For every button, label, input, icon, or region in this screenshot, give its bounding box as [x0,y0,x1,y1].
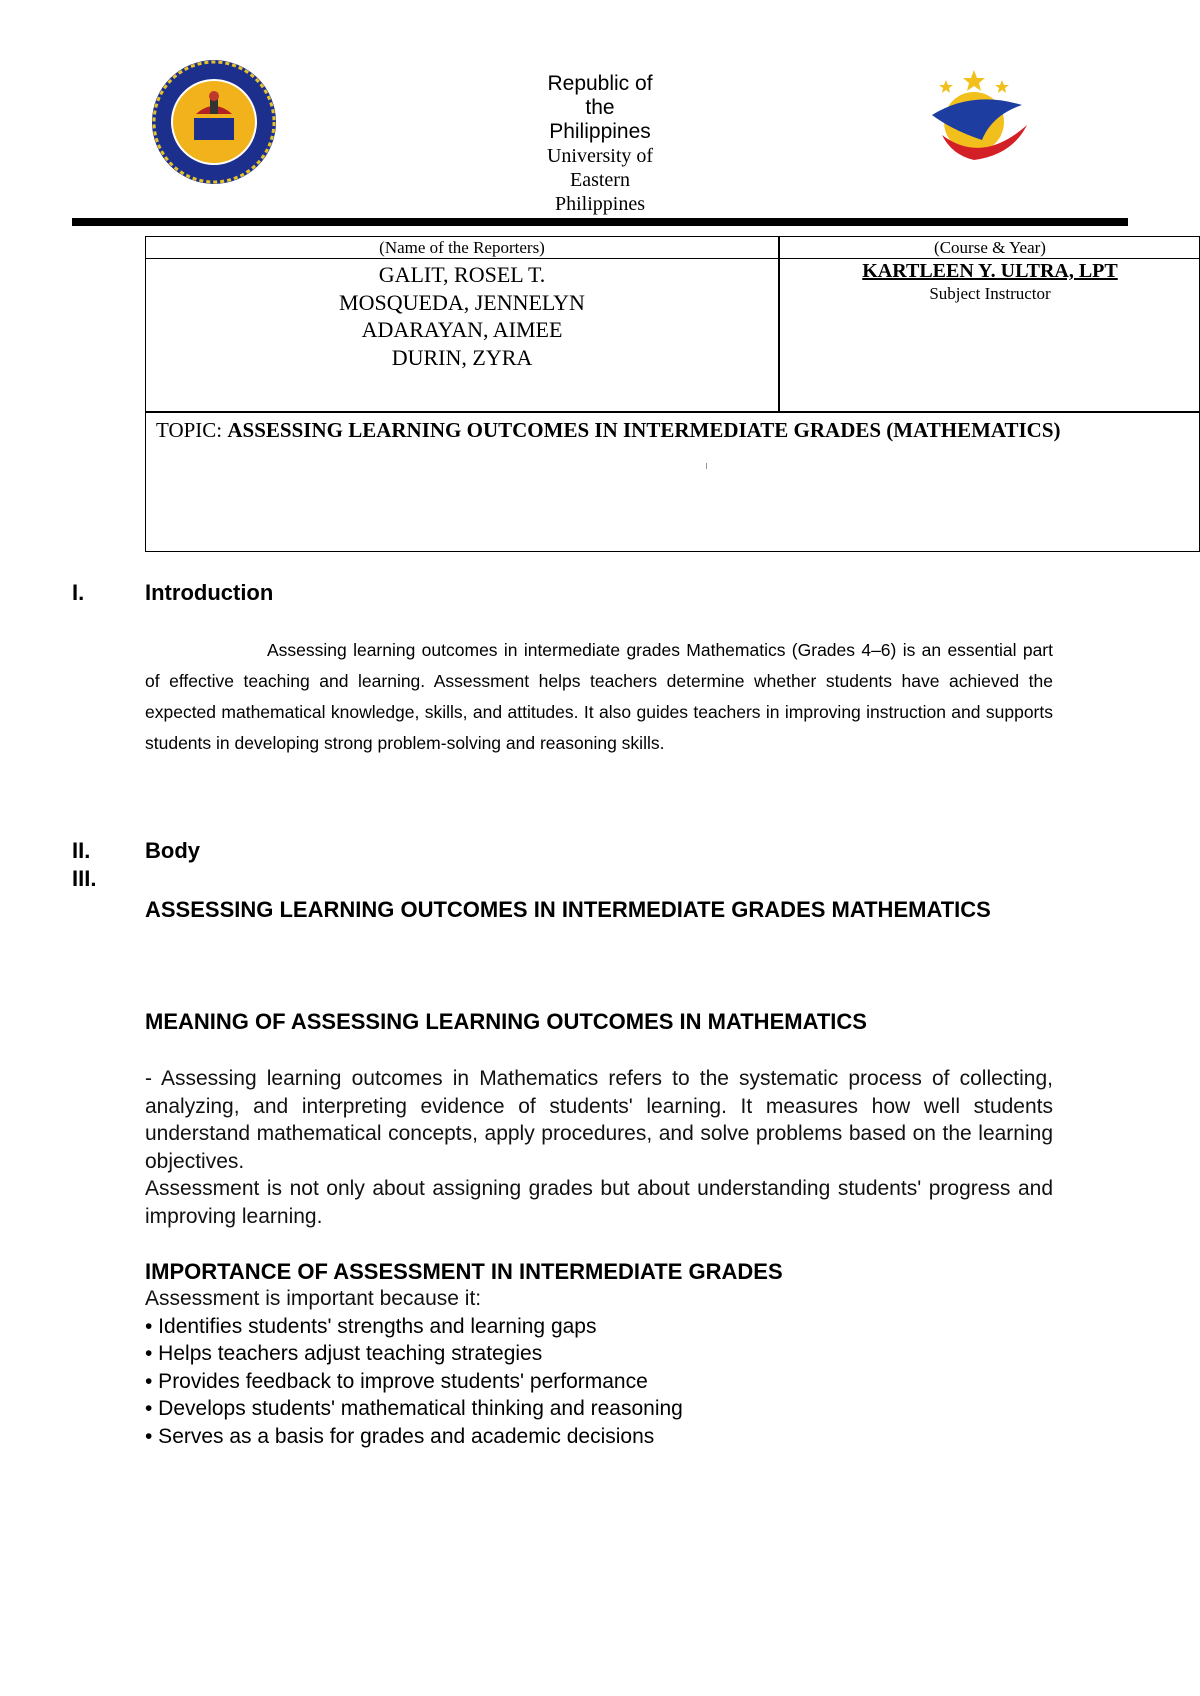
intro-text: Assessing learning outcomes in intermediate grades Mathematics (Grades 4–6) is an essential part of effective teaching and learning. Assessment helps teachers determine whether students have achieved the expected mathematical knowledge, skills, and attitudes. It also guides teachers in improving instruction and supports students in developing strong problem-solving and reasoning skills. [145,640,1053,753]
main-heading: ASSESSING LEARNING OUTCOMES IN INTERMEDIATE GRADES MATHEMATICS [145,897,991,922]
reporter-name: DURIN, ZYRA [391,344,533,370]
list-item: • Provides feedback to improve students' performance [145,1369,648,1393]
section-title-introduction: Introduction [145,580,274,605]
importance-heading: IMPORTANCE OF ASSESSMENT IN INTERMEDIATE GRADES [145,1259,783,1284]
meaning-paragraph-2: Assessment is not only about assigning grades but about understanding students' progress and improving learning. [145,1177,1053,1228]
reporters-list [146,261,778,371]
importance-intro: Assessment is important because it: [145,1287,482,1310]
instructor-block [780,259,1200,305]
instructor-name: KARTLEEN Y. ULTRA, LPT [862,260,1118,282]
tick-mark [706,463,707,469]
header-center [500,72,700,216]
bagong-pilipinas-logo-icon [912,70,1047,180]
topic-value: ASSESSING LEARNING OUTCOMES IN INTERMEDIATE GRADES (MATHEMATICS) [227,418,1061,442]
reporter-name: GALIT, ROSEL T. [378,262,546,287]
section-number: II. [72,838,91,863]
meaning-heading: MEANING OF ASSESSING LEARNING OUTCOMES IN MATHEMATICS [145,1009,867,1034]
table-row-divider [146,411,1199,413]
reporters-label: (Name of the Reporters) [379,238,545,257]
importance-block [145,1258,1053,1450]
university-line-1: University of [546,145,654,167]
list-item: • Serves as a basis for grades and academic decisions [145,1424,655,1448]
intro-paragraph [145,635,1053,759]
republic-line-3: Philippines [549,120,651,143]
header-rule [72,218,1128,226]
university-line-2: Eastern [570,169,630,191]
meaning-paragraph-1: - Assessing learning outcomes in Mathematics refers to the systematic process of collecting, analyzing, and interpreting evidence of students' learning. It measures how well students understand mathematical concepts, apply procedures, and solve problems based on the learning objectives. [145,1067,1053,1173]
list-item: • Helps teachers adjust teaching strategies [145,1342,543,1365]
list-item: • Develops students' mathematical thinking and reasoning [145,1397,683,1420]
section-title-body: Body [145,838,200,863]
instructor-title: Subject Instructor [929,284,1051,303]
topic-line [156,415,1061,445]
republic-line-1: Republic of [547,72,653,95]
section-number: I. [72,580,85,605]
university-seal-icon [150,58,278,186]
list-item: • Identifies students' strengths and learning gaps [145,1314,597,1338]
reporter-name: MOSQUEDA, JENNELYN [339,289,585,315]
republic-line-2: the [585,96,615,119]
meaning-block [145,1008,1053,1230]
importance-list [145,1313,1053,1451]
main-heading-block [145,896,1053,923]
reporters-table [145,236,1200,552]
course-label: (Course & Year) [934,238,1046,257]
section-number: III. [72,866,97,891]
reporter-name: ADARAYAN, AIMEE [361,317,563,342]
topic-label: TOPIC: [156,418,223,442]
university-line-3: Philippines [554,193,645,215]
